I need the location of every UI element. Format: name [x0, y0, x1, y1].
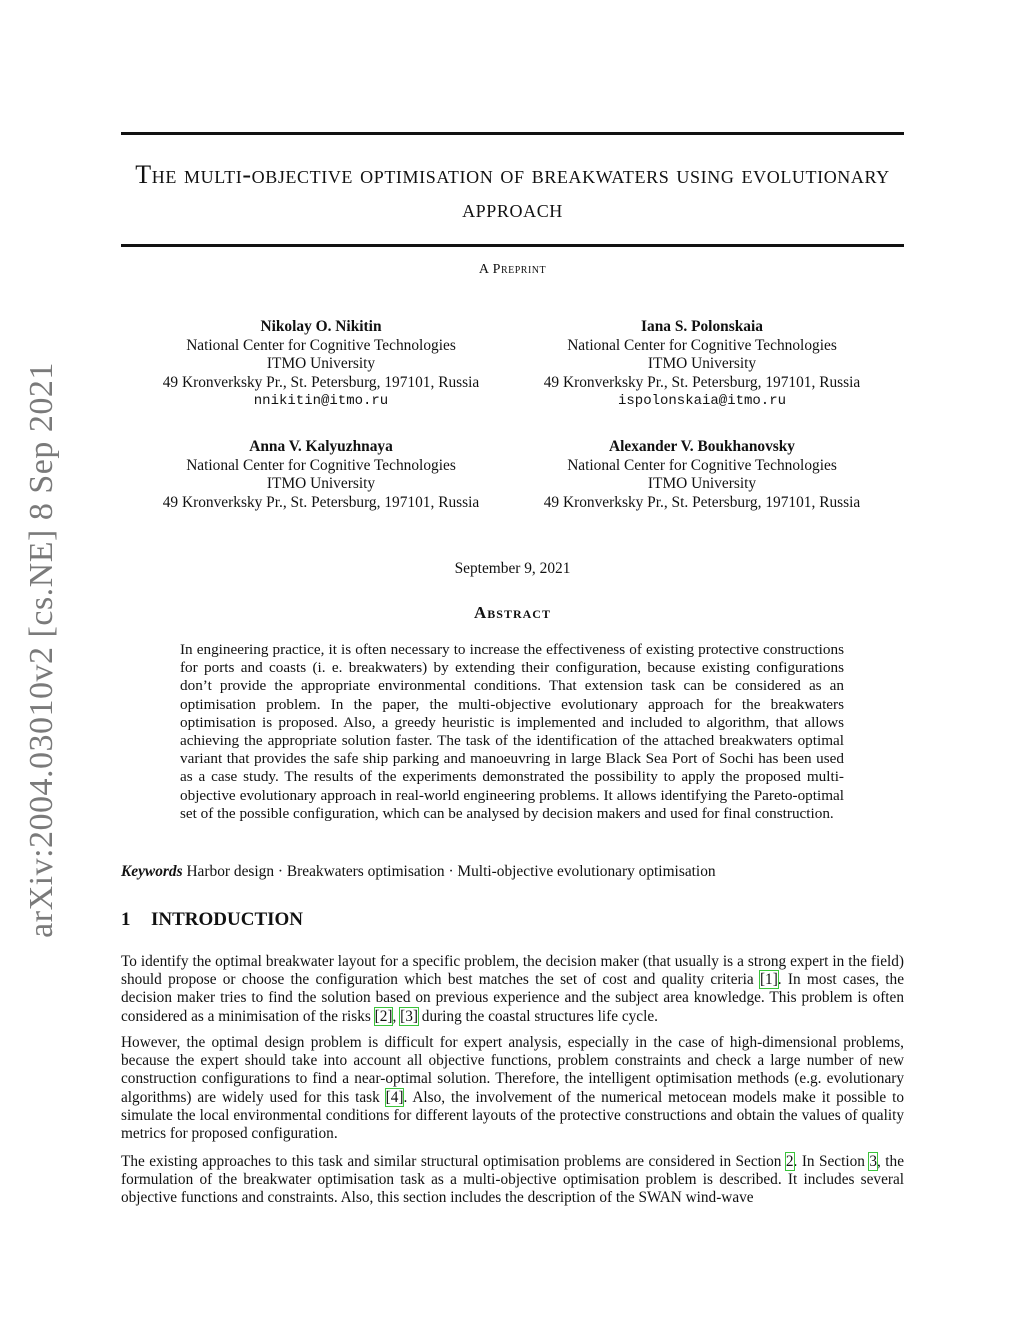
body-paragraph	[121, 953, 904, 1026]
preprint-label: A Preprint	[478, 262, 547, 277]
author-university: ITMO University	[266, 355, 376, 372]
section-heading	[121, 909, 303, 931]
paragraph-text: ,	[392, 1007, 401, 1025]
title-top-rule	[121, 132, 904, 135]
author-block	[512, 438, 892, 512]
author-block	[512, 318, 892, 411]
paragraph-text: . In Section	[793, 1153, 870, 1170]
author-affiliation: National Center for Cognitive Technologies	[567, 456, 837, 474]
section-ref-link[interactable]: 3	[869, 1153, 878, 1170]
author-address: 49 Kronverksky Pr., St. Petersburg, 197101, Russia	[543, 493, 861, 511]
paragraph-text: To identify the optimal breakwater layout for a specific problem, the decision maker (that usually is a strong expert in the field) should propose or choose the configuration which best matches the set of cost and quality criteria	[121, 953, 904, 989]
section-number: 1	[121, 909, 131, 930]
abstract-heading: Abstract	[474, 603, 551, 622]
author-university: ITMO University	[647, 355, 757, 372]
author-name: Alexander V. Boukhanovsky	[608, 438, 796, 455]
paper-title: The multi-objective optimisation of breakwaters using evolutionary approach	[135, 160, 890, 223]
author-university: ITMO University	[266, 475, 376, 492]
author-name: Anna V. Kalyuzhnaya	[249, 438, 393, 455]
author-address: 49 Kronverksky Pr., St. Petersburg, 197101, Russia	[162, 493, 480, 511]
author-address: 49 Kronverksky Pr., St. Petersburg, 197101, Russia	[162, 373, 480, 391]
citation-link[interactable]: [4]	[385, 1088, 404, 1106]
author-affiliation: National Center for Cognitive Technologies	[567, 336, 837, 354]
body-paragraph	[121, 1153, 904, 1208]
body-paragraph	[121, 1034, 904, 1143]
section-ref-link[interactable]: 2	[785, 1153, 794, 1170]
paragraph-text: The existing approaches to this task and similar structural optimisation problems are considered in Section	[121, 1153, 786, 1170]
citation-link[interactable]: [2]	[374, 1007, 393, 1025]
paragraph-text: during the coastal structures life cycle.	[417, 1007, 658, 1025]
title-bottom-rule	[121, 244, 904, 247]
paragraph-text: . In most cases, the decision maker tries to find the solution based on previous experience and the subject area knowledge. This problem is often considered as a minimisation of the risks	[121, 971, 904, 1025]
author-email[interactable]: ispolonskaia@itmo.ru	[617, 393, 787, 409]
publication-date: September 9, 2021	[454, 560, 571, 577]
paragraph-text: , the formulation of the breakwater optimisation task as a multi-objective optimisation problem is described. It includes several objective functions and constraints. Also, this section includes the description of the SWAN wind-wave	[121, 1153, 904, 1207]
author-university: ITMO University	[647, 475, 757, 492]
citation-link[interactable]: [3]	[400, 1007, 418, 1025]
author-email[interactable]: nnikitin@itmo.ru	[253, 393, 389, 409]
section-title: INTRODUCTION	[151, 909, 304, 930]
keywords-label: Keywords	[121, 863, 183, 880]
author-name: Iana S. Polonskaia	[641, 318, 763, 335]
author-affiliation: National Center for Cognitive Technologies	[186, 456, 456, 474]
author-affiliation: National Center for Cognitive Technologies	[186, 336, 456, 354]
arxiv-identifier: arXiv:2004.03010v2 [cs.NE] 8 Sep 2021	[23, 362, 60, 938]
citation-link[interactable]: [1]	[759, 971, 778, 989]
paragraph-text: However, the optimal design problem is difficult for expert analysis, especially in the case of high-dimensional problems, because the expert should take into account all objective functions, problem constraints and check a large number of new construction configurations to find a near-optimal solution. Therefore, the intelligent optimisation methods (e.g. evolutionary algorithms) are widely used for this task	[121, 1034, 904, 1106]
paragraph-text: . Also, the involvement of the numerical metocean models make it possible to simulate the local environmental conditions for different layouts of the protective constructions and obtain the values of quality metrics for proposed configuration.	[121, 1088, 904, 1143]
keywords-text: Harbor design · Breakwaters optimisation · Multi-objective evolutionary optimisation	[186, 863, 716, 880]
author-name: Nikolay O. Nikitin	[260, 318, 382, 335]
author-address: 49 Kronverksky Pr., St. Petersburg, 197101, Russia	[543, 373, 861, 391]
abstract-text: In engineering practice, it is often necessary to increase the effectiveness of existing protective constructions for ports and coasts (i. e. breakwaters) by extending their configuration, because existing configurations don’t provide the appropriate environmental conditions. That extension task can be considered as an optimisation problem. In the paper, the multi-objective evolutionary approach for the breakwaters optimisation is proposed. Also, a greedy heuristic is implemented and included to algorithm, that allows achieving the appropriate solution faster. The task of the identification of the attached breakwaters optimal variant that provides the safe ship parking and manoeuvring in large Black Sea Port of Sochi has been used as a case study. The results of the experiments demonstrated the possibility to apply the proposed multi-objective evolutionary approach in real-world engineering problems. It allows identifying the Pareto-optimal set of the possible configuration, which can be analysed by decision makers and used for final construction.	[180, 641, 844, 822]
author-block	[131, 318, 511, 411]
author-block	[131, 438, 511, 512]
keywords-line	[121, 863, 904, 881]
